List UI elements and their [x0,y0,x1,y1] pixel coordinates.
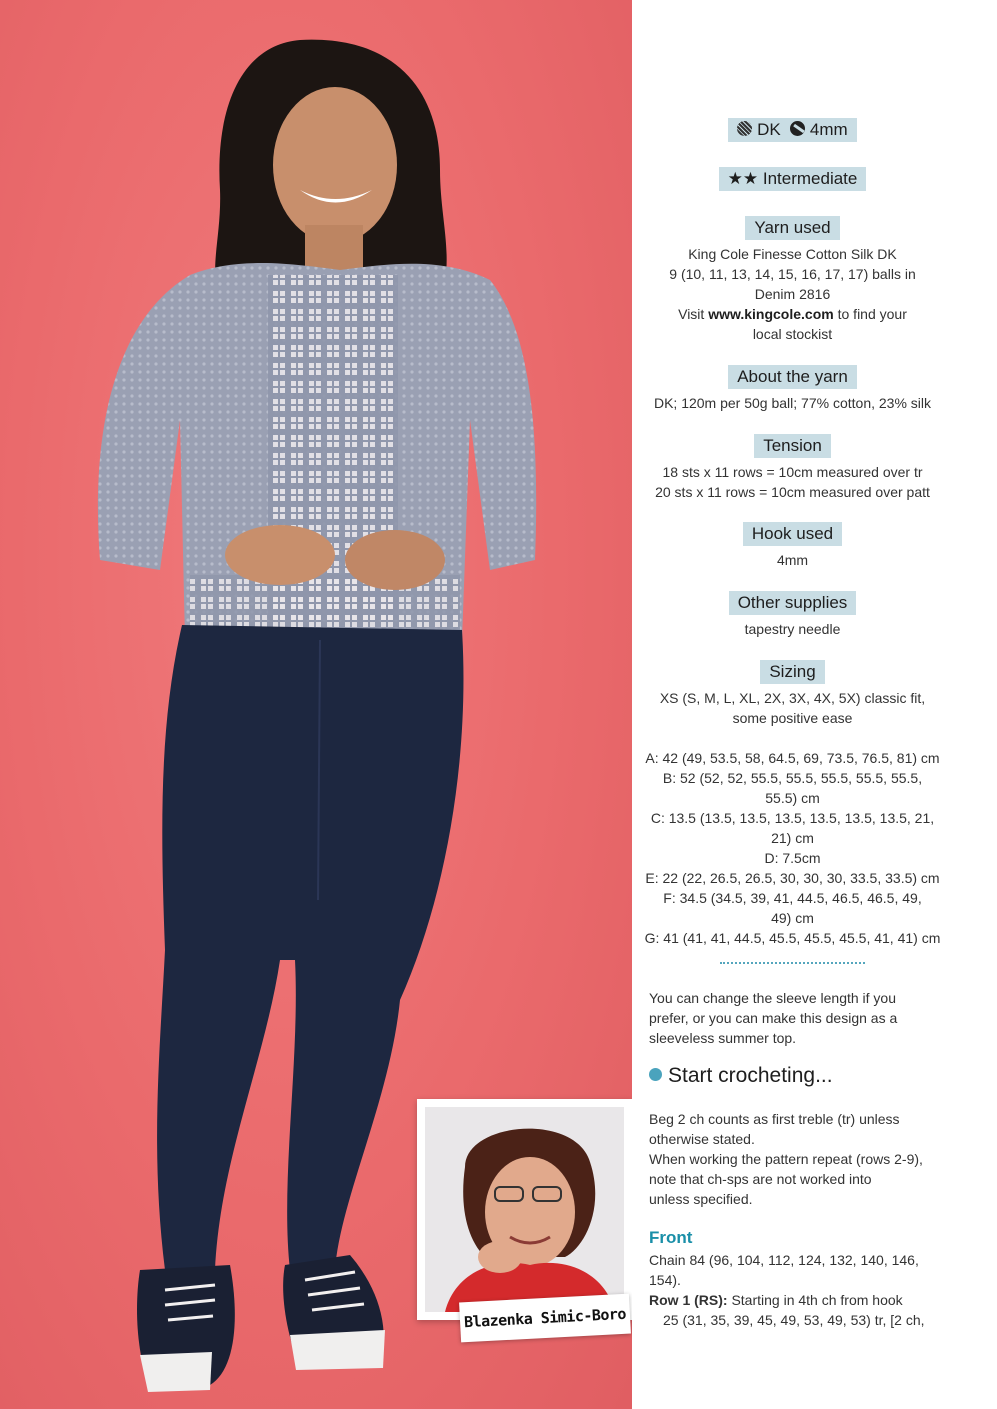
instruction-line: unless specified. [649,1191,753,1207]
difficulty-label: Intermediate [762,169,858,188]
yarn-ball-icon [649,1068,662,1081]
difficulty-badge [640,167,945,191]
measurement-line: D: 7.5cm [764,850,821,866]
sizing-section [640,660,945,948]
measurement-line: A: 42 (49, 53.5, 58, 64.5, 69, 73.5, 76.5, 81) cm [645,750,940,766]
difficulty-stars: ★★ [727,169,759,188]
pattern-info-column [640,0,945,1409]
tension-line: 20 sts x 11 rows = 10cm measured over patt [655,484,930,500]
about-yarn-section [640,365,945,413]
yarn-ball-icon [737,121,752,136]
start-instructions [649,1109,939,1209]
note-line: sleeveless summer top. [649,1030,797,1046]
about-yarn-heading: About the yarn [728,365,857,389]
front-instructions [649,1250,939,1330]
visit-suffix: to find your [833,306,907,322]
sizing-line: XS (S, M, L, XL, 2X, 3X, 4X, 5X) classic fit, [659,690,926,706]
measurement-line: C: 13.5 (13.5, 13.5, 13.5, 13.5, 13.5, 13.5, 21, [650,810,935,826]
hook-used-text: 4mm [776,552,809,568]
yarn-weight-hook-badge [640,118,945,142]
measurement-line: 55.5) cm [765,790,820,806]
hook-used-section [640,522,945,570]
sizing-heading: Sizing [760,660,824,684]
visit-prefix: Visit [678,306,709,322]
kingcole-link[interactable]: www.kingcole.com [708,306,834,322]
other-supplies-section [640,591,945,639]
yarn-used-line: Denim 2816 [754,286,831,302]
start-heading [649,1064,833,1088]
yarn-used-section [640,216,945,344]
instruction-line: When working the pattern repeat (rows 2-9), [649,1151,923,1167]
row1-line-2: 25 (31, 35, 39, 45, 49, 53, 49, 53) tr, [2 ch, [663,1312,925,1328]
designer-photo [425,1107,624,1312]
measurement-line: G: 41 (41, 41, 44.5, 45.5, 45.5, 45.5, 41, 41) cm [644,930,941,946]
instruction-line: note that ch-sps are not worked into [649,1171,872,1187]
designer-portrait [417,1099,632,1320]
yarn-used-line: 9 (10, 11, 13, 14, 15, 16, 17, 17) balls in [669,266,916,282]
measurement-line: F: 34.5 (34.5, 39, 41, 44.5, 46.5, 46.5, 49, [663,890,922,906]
row1-line [649,1290,939,1310]
stockist-line [640,304,945,324]
yarn-used-line: King Cole Finesse Cotton Silk DK [688,246,897,262]
sizing-line: some positive ease [732,710,853,726]
tension-line: 18 sts x 11 rows = 10cm measured over tr [662,464,923,480]
row1-label: Row 1 (RS): [649,1292,728,1308]
yarn-used-heading: Yarn used [745,216,839,240]
note-line: You can change the sleeve length if you [649,990,897,1006]
other-supplies-heading: Other supplies [729,591,857,615]
designer-name-caption: Blazenka Simic-Boro [459,1294,631,1343]
yarn-weight: DK [757,120,781,139]
measurement-line: 49) cm [771,910,814,926]
dotted-divider [720,962,865,964]
hook-size: 4mm [809,120,848,139]
note-line: prefer, or you can make this design as a [649,1010,898,1026]
front-heading: Front [649,1228,693,1247]
row1-text: Starting in 4th ch from hook [727,1292,903,1308]
measurement-line: 21) cm [771,830,814,846]
start-heading-text: Start crocheting... [668,1064,833,1087]
chain-line: Chain 84 (96, 104, 112, 124, 132, 140, 146, 154). [649,1252,919,1288]
instruction-line: otherwise stated. [649,1131,755,1147]
measurement-line: B: 52 (52, 52, 55.5, 55.5, 55.5, 55.5, 55.5, [662,770,923,786]
tension-heading: Tension [754,434,831,458]
instruction-line: Beg 2 ch counts as first treble (tr) unless [649,1111,900,1127]
measurement-line: E: 22 (22, 26.5, 26.5, 30, 30, 30, 33.5, 33.5) cm [645,870,940,886]
stockist-line-2: local stockist [752,326,833,342]
about-yarn-text: DK; 120m per 50g ball; 77% cotton, 23% silk [653,395,932,411]
other-supplies-text: tapestry needle [744,621,841,637]
hook-used-heading: Hook used [743,522,842,546]
tension-section [640,434,945,502]
sleeve-note [649,988,939,1048]
hook-icon [790,121,805,136]
